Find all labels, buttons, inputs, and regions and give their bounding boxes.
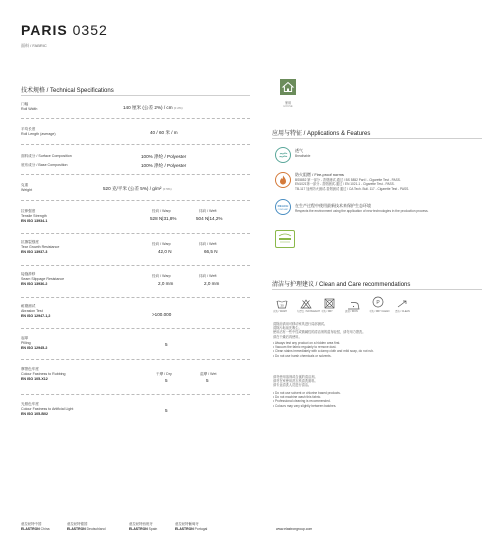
fire-norms-feature: 防火阻燃 / Fire-proof norms BS5852 第一部分 - 香烟测试-通过 / BS 5852 Part I - Cigarette Test - PASS. EN1021第一部分 - 香烟测试-通过 / EN 1021-1 - Cigarette Test - PASS. TB-117 加州防火测试-香烟测试 通过 / CA Tech. Bull. 117 - Cigarette Test - PASS. bbox=[295, 172, 410, 191]
divider bbox=[272, 138, 482, 139]
website-link[interactable]: www.elastrongroup.com bbox=[276, 527, 313, 531]
seam-weft-header: 纬向 / Weft bbox=[199, 274, 217, 278]
divider bbox=[272, 289, 482, 290]
rubbing-wet-header: 湿摩 / Wet bbox=[200, 372, 217, 376]
care-notes-cn: 请勿使用溶剂或含氯的清洁剂。 请勿在家使用洗衣机清洗面料。 请专业清洗人员进行清洁。 bbox=[273, 375, 318, 388]
tech-spec-heading: 技术规格 / Technical Specifications bbox=[21, 88, 114, 94]
svg-text:P: P bbox=[376, 300, 380, 306]
footer-company-portugal: 意拉丝特葡萄牙 ELASTRON Portugal bbox=[175, 522, 208, 531]
svg-text:REACH: REACH bbox=[277, 204, 289, 209]
product-name: PARIS bbox=[21, 22, 68, 38]
tensile-warp-value: 528 N|31,8% bbox=[150, 216, 177, 221]
rubbing-dry-header: 干摩 / Dry bbox=[156, 372, 172, 376]
surface-composition-label: 面料成分 / Surface Composition bbox=[21, 154, 72, 158]
tensile-strength-row: 拉伸强度 Tensile Strength EN ISO 13934-1 bbox=[21, 209, 48, 223]
tensile-weft-value: 504 N|14,2% bbox=[196, 216, 223, 221]
divider bbox=[21, 144, 250, 145]
rubbing-fastness-row: 摩擦色牢度 Colour Fastness to Rubbing EN ISO 105-X12 bbox=[21, 367, 66, 381]
divider bbox=[21, 328, 250, 329]
tear-resistance-row: 抗撕裂强度 Tear Growth Resistance EN ISO 13937-3 bbox=[21, 240, 60, 254]
care-notes-en: • Do not use solvent or chlorine based products. • Do not machine wash this fabric. • Professional cleaning is recommended. • Colours may vary slightly between batches. bbox=[273, 391, 341, 408]
tear-weft-header: 纬向 / Weft bbox=[199, 242, 217, 246]
weight-label: 克重 Weight bbox=[21, 183, 33, 192]
divider bbox=[21, 359, 250, 360]
tensile-warp-header: 经向 / Warp bbox=[152, 209, 171, 213]
flame-retardant-icon bbox=[275, 172, 291, 188]
light-fastness-row: 光照色牢度 Colour Fastness to Artificial Light EN ISO 105-B02 bbox=[21, 402, 74, 416]
light-fastness-value: 5 bbox=[165, 408, 168, 413]
base-composition-value: 100% 涤纶 / Polyester bbox=[141, 163, 187, 168]
roll-length-label: 平均长度 Roll Length (average) bbox=[21, 127, 56, 136]
care-label: 熨烫 / IRON bbox=[345, 310, 358, 313]
abrasion-value: >100.000 bbox=[152, 312, 172, 317]
care-heading: 清洁与护理建议 / Clean and Care recommendations bbox=[272, 282, 411, 288]
abrasion-row: 耐磨测试 Abrasion Test EN ISO 12947-1,2 bbox=[21, 304, 51, 318]
breathable-icon bbox=[275, 147, 291, 163]
product-title bbox=[21, 22, 108, 38]
surface-composition-value: 100% 涤纶 / Polyester bbox=[141, 154, 187, 159]
care-label: 水洗 / WASH bbox=[273, 310, 287, 313]
care-instructions-en: • Always test any product on a hidden area first. • Vacuum the fabric regularly to remove dust. • Clean stains immediately with a damp cloth and mild soap, do not rub. • Do not use harsh chemicals or solvents. bbox=[273, 341, 374, 358]
divider bbox=[21, 233, 250, 234]
svg-text:COMPLIANT: COMPLIANT bbox=[277, 209, 289, 211]
care-symbol-labels bbox=[273, 309, 423, 313]
divider bbox=[21, 297, 250, 298]
roll-width-value: 140 厘米 (公差 2%) / cm (± 2%) bbox=[123, 105, 183, 110]
house-icon bbox=[280, 79, 296, 95]
divider bbox=[21, 118, 250, 119]
pilling-row: 起球 Pilling EN ISO 12945-2 bbox=[21, 336, 48, 350]
reach-compliant-icon bbox=[275, 199, 291, 215]
divider bbox=[21, 95, 250, 96]
pilling-value: 5 bbox=[165, 342, 168, 347]
product-number: 0352 bbox=[72, 22, 108, 38]
oeko-tex-icon bbox=[275, 230, 295, 248]
svg-text:30: 30 bbox=[280, 303, 284, 308]
divider bbox=[21, 265, 250, 266]
divider bbox=[21, 394, 250, 395]
tear-warp-header: 经向 / Warp bbox=[152, 242, 171, 246]
tear-warp-value: 42,0 N bbox=[158, 249, 172, 254]
base-composition-label: 底布成分 / Base Composition bbox=[21, 163, 68, 167]
tear-weft-value: 66,5 N bbox=[204, 249, 218, 254]
weight-value: 520 克/平米 (公差 5%) / g/m² (± 5%) bbox=[103, 186, 172, 191]
care-instructions-cn: 清除前请用可移动家具进行局部测试。 清除污垢前先吸尘。 使用沾有一些中性或微碱性的清洁剂的湿布轻拭，请勿用力擦洗。 请在干燥后再使用。 bbox=[273, 322, 366, 339]
seam-slippage-row: 接缝滑移 Seam Slippage Resistance EN ISO 13936-2 bbox=[21, 272, 65, 286]
house-usage-label: 家用 HOUSE bbox=[283, 101, 293, 108]
rubbing-wet-value: 5 bbox=[206, 378, 209, 383]
roll-length-value: 40 / 60 米 / m bbox=[150, 130, 178, 135]
care-label: 清洁 / CLEAN bbox=[395, 310, 410, 313]
care-label: 干洗 / DRY CLEAN bbox=[369, 310, 390, 313]
seam-warp-value: 2,0 mm bbox=[158, 281, 174, 286]
environment-feature: 在生产过程中使用最新技术来保护生态环境 Respects the environment using the application of new technologies in the production process. bbox=[295, 203, 429, 213]
tensile-weft-header: 纬向 / Weft bbox=[199, 209, 217, 213]
footer-company-spain: 意拉丝特西班牙 ELASTRON Spain bbox=[129, 522, 158, 531]
care-label: 勿漂白 / NO BLEACH bbox=[297, 310, 320, 313]
divider bbox=[21, 200, 250, 201]
breathable-feature: 透气 Breathable bbox=[295, 148, 311, 158]
footer-company-deutschland: 意拉丝特德国 ELASTRON Deutschland bbox=[67, 522, 106, 531]
seam-weft-value: 2,0 mm bbox=[204, 281, 220, 286]
footer-company-china: 意拉丝特中国 ELASTRON China bbox=[21, 522, 50, 531]
rubbing-dry-value: 5 bbox=[165, 378, 168, 383]
divider bbox=[21, 174, 250, 175]
care-label: 干洗 / DRY bbox=[321, 310, 333, 313]
applications-heading: 应用与特征 / Applications & Features bbox=[272, 131, 371, 137]
product-subtitle: 面料 / FABRIC bbox=[21, 43, 47, 48]
roll-width-label: 门幅 Roll Width bbox=[21, 102, 38, 111]
seam-warp-header: 经向 / Warp bbox=[152, 274, 171, 278]
